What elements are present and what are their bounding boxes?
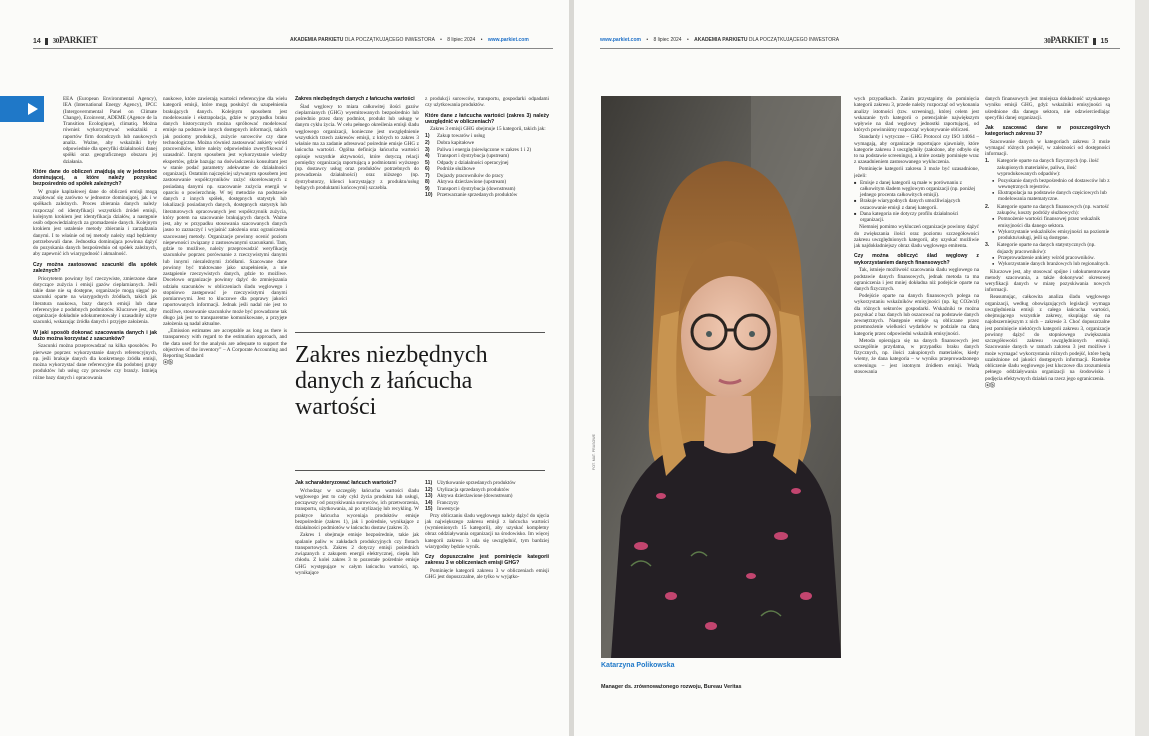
end-mark: ⓐⓑ (985, 382, 996, 389)
article-column-3 (295, 96, 419, 331)
paragraph: Ślad węglowy to miara całkowitej ilości gazów cieplarnianych (GHG) wyemitowanych bezpośrednio lub pośrednio przez dany podmiot, produkt lub usługę w danym cyklu życia. W celu pełnego określenia emisji śladu węglowego organizacji, konieczne jest uwzględnienie wszystkich trzech zakresów emisji, z których to zakres 3 właśnie ma za zadanie adresować pośrednie emisje GHG z łańcucha wartości. Ogólna definicja łańcucha wartości opisuje wszystkie aktywności, które dotyczą relacji pomiędzy organizacją raportującą a podmiotami wyższego (np. dostawcy usług oraz produktów potrzebnych do prowadzenia działalności) oraz niższego (np. dystrybutorzy, klienci korzystający z produktu/usług będących produktami końcowymi) szczebla. (295, 103, 419, 191)
list-text: Odpady z działalności operacyjnej (437, 159, 509, 166)
list-item (985, 158, 1110, 177)
scope3-category-list-continued (425, 480, 549, 512)
list-number: 6) (425, 166, 430, 173)
list-item (425, 160, 549, 166)
right-header (1044, 33, 1108, 47)
bullet-item: ■ Dana kategoria nie dotyczy profilu działalności organizacji. (854, 211, 979, 224)
list-item (425, 493, 549, 499)
subheading: Jak szacować dane w poszczególnych kategoriach zakresu 3? (985, 125, 1110, 138)
bullet-item: ● Pomnożenie wartości finansowej przez wskaźnik emisyjności dla danego sektora. (992, 216, 1110, 229)
paragraph: Pominięcie kategorii zakresu 3 w obliczeniach emisji GHG jest dopuszczalne, ale tylko w wyjątko- (425, 568, 549, 581)
list-number: 14) (425, 499, 433, 506)
list-number: 1. (985, 158, 990, 165)
list-number: 2) (425, 140, 430, 146)
list-text: Kategorie oparte na danych statystycznych (np. dojazdy pracowników): (997, 242, 1096, 255)
method-sub-list (985, 255, 1110, 268)
list-number: 13) (425, 493, 433, 500)
bullet-item: ● Wykorzystanie danych branżowych lub regionalnych. (992, 261, 1110, 267)
list-number: 1) (425, 133, 430, 140)
list-number: 11) (425, 480, 433, 486)
subheading: Które dane z łańcucha wartości (zakres 3) należy uwzględnić w obliczeniach? (425, 112, 549, 125)
method-sub-list (985, 216, 1110, 241)
paragraph: Zakres 3 emisji GHG obejmuje 15 kategorii, takich jak: (430, 126, 546, 133)
list-item (425, 166, 549, 172)
list-number: 9) (425, 185, 430, 192)
list-text: Przetwarzanie sprzedanych produktów (437, 192, 518, 199)
subheading: Zakres niezbędnych danych z łańcucha wartości (295, 96, 415, 102)
site-url[interactable]: www.parkiet.com (487, 37, 529, 43)
list-text: Franczyzy (437, 499, 459, 506)
bullet-item: ● Przeprowadzenie ankiety wśród pracowników. (992, 255, 1110, 261)
list-item (425, 179, 549, 185)
list-item (425, 140, 549, 146)
parkiet-logo: 30PARKIET (52, 35, 98, 45)
section-title: AKADEMIA PARKIETU (694, 37, 748, 43)
paragraph: Niemniej pomimo wykluczeń organizacje powinny dążyć do zwiększania ilości oraz poziomu szczegółowości zakresu uwzględnionych kategorii, aby uzyskać możliwie jak najdokładniejszy obraz śladu węglowego emitenta. (854, 224, 979, 250)
method-list (985, 158, 1110, 177)
article-column-2 (163, 96, 287, 696)
list-item (425, 506, 549, 512)
list-text: Utylizacja sprzedanych produktów (437, 486, 510, 493)
list-number: 12) (425, 486, 433, 493)
list-item (425, 192, 549, 198)
paragraph: danych finansowych jest mniejsza dokładność uzyskanego wyniku emisji GHG, gdyż wskaźniki emisyjności są uśrednione dla danego sektora, nie odzwierciedlając specyfiki danej organizacji. (985, 96, 1110, 121)
right-page (574, 0, 1135, 736)
header-rule (33, 48, 553, 49)
list-text: Transport i dystrybucja (upstream) (437, 153, 509, 160)
list-text: Podróże służbowe (437, 166, 475, 173)
list-text: Dojazdy pracowników do pracy (437, 172, 504, 179)
parkiet-logo: 30PARKIET (1044, 35, 1089, 45)
next-page-edge (1135, 0, 1149, 736)
paragraph: Reasumując, całkowita analiza śladu węglowego organizacji, według obowiązujących legislacji wymaga uwzględnienia emisji z całego łańcucha wartości, obejmującego wszystkie zakresy, skupiając się na najobszerniejszym z nich – zakresie 3. Choć dopuszczalne jest pominięcie niektórych kategorii zakresu 3, organizacje powinny dążyć do stopniowego zwiększania szczegółowości zakresu uwzględnionych emisji. Szacowanie danych w ramach zakresu 3 jest możliwe i może wymagać wykorzystania różnych podejść, które będą uzależnione od jakości dostępnych informacji. Rzetelne obliczenie śladu węglowego jest kluczowe dla zrozumienia pełnego oddziaływania organizacji na środowisko i podjęcia efektywnych działań na rzecz jego ograniczenia. (985, 294, 1110, 382)
end-mark: ⓐⓑ (163, 360, 174, 367)
section-title: AKADEMIA PARKIETU (290, 37, 344, 43)
article-column-4 (425, 96, 549, 331)
paragraph: Szacowanie danych w kategoriach zakresu 3 może wymagać różnych podejść, w zależności od dostępności informacji. (985, 138, 1110, 158)
page-number: 14 (33, 38, 41, 45)
paragraph: Zakres 1 obejmuje emisje bezpośrednie, takie jak spalanie paliw w zakładach produkcyjnych czy flotach transportowych. Zakres 2 dotyczy emisji pośrednich związanych z zakupem energii elektrycznej, ciepła lub chłodu. Z kolei zakres 3 to pozostałe pośrednie emisje GHG występujące w całym łańcuchu wartości, np. wynikające (295, 532, 419, 576)
list-text: Aktywa dzierżawione (upstream) (437, 179, 507, 186)
subheading: Jak scharakteryzować łańcuch wartości? (295, 480, 397, 486)
list-item (425, 153, 549, 159)
paragraph: Priorytetem powinny być rzeczywiste, zmierzone dane dotyczące zużycia i emisji gazów cieplarnianych. Jeśli takie dane nie są dostępne, organizacje mogą sięgać po szacunki oparte na wiarygodnych źródłach, takich jak literatura naukowa, bazy danych emisji lub dane referencyjne z podobnych podmiotów. Kluczowe jest, aby organizacje dokładnie udokumentowały i uzasadniły użyte szacunki, wskazując źródła danych i przyjęte założenia. (33, 275, 157, 326)
list-number: 2. (985, 203, 990, 210)
list-item (985, 204, 1110, 217)
paragraph: wych przypadkach. Zanim przystąpimy do pominięcia kategorii zakresu 3, przede należy rozpocząć od wykonania analizy istotności (tzw. screening), której celem jest wskazanie tych kategorii o potencjalnie największym wpływie na ślad węglowy jednostki raportującej, od których powinniśmy rozpocząć wykonywanie obliczeń. (854, 96, 979, 134)
header-rule (600, 48, 1120, 49)
issue-date: 8 lipiec 2024 (653, 37, 682, 43)
site-url[interactable]: www.parkiet.com (600, 37, 641, 43)
article-column-1 (33, 96, 157, 696)
paragraph: Podejście oparte na danych finansowych polega na wykorzystaniu wskaźników emisyjności (np. kg CO2e/zł) dla różnych sektorów gospodarki. Wskaźniki te można pozyskać z baz danych lub oszacować na podstawie danych zewnętrznych. Następnie emisje są obliczane przez przemnożenie wielkości wydatków w podziale na daną kategorię przez odpowiedni wskaźnik emisyjności. (854, 293, 979, 337)
paragraph: W grupie kapitałowej dane do obliczeń emisji mogą znajdować się zarówno w jednostce dominującej, jak i w spółkach zależnych. Proces zbierania danych należy rozpocząć od identyfikacji wszystkich źródeł emisji, kolejnym krokiem jest identyfikacja działów, a następnie osób odpowiedzialnych za gromadzenie danych. Kolejnym krokiem jest ustalenie metody zbierania i zarządzania danymi. I to właśnie od tej metody należy stąd będziemy potrzebowali dane. Jednostka dominująca powinna dążyć do pozyskania danych bezpośrednio od spółek zależnych, aby zapewnić ich wiarygodność i aktualność. (33, 188, 157, 258)
list-text: Kategorie oparte na danych fizycznych (np. ilość zakupionych materiałów, paliwa, ilość wyprodukowanych odpadów): (997, 158, 1099, 177)
paragraph: Szacunki można przeprowadzać na kilka sposobów. Po pierwsze poprzez wykorzystanie danych referencyjnych, np. jeśli brakuje danych dla konkretnego źródła emisji, można wykorzystać dane referencyjne dla podobnej grupy produktów lub usług czy procesów czy branży. Istnieją różne bazy danych i opracowania (33, 343, 157, 381)
subheading: Czy dopuszczalne jest pominięcie kategorii zakresu 3 w obliczeniach emisji GHG? (425, 554, 549, 567)
article-column-8 (985, 96, 1110, 696)
list-number: 7) (425, 172, 430, 179)
list-item (425, 480, 549, 486)
paragraph: naukowe, które zawierają wartości referencyjne dla wielu kategorii emisji, które mogą posłużyć do uzupełnienia brakujących danych. Kolejnym sposobem jest modelowanie i ekstrapolacja, gdzie w przypadku braku danych historycznych można spróbować modelować emisje na podstawie innych dostępnych informacji, takich jak poziomy produkcji, zużycie surowców czy dane technologiczne. Można również zastosować ankiety wśród pracowników, które należy odpowiednio zweryfikować i uzasadnić. Innym sposobem jest wykorzystanie wiedzy ekspertów, gdzie bazując na doświadczeniu konsultant jest w stanie podać parametry adekwatne do działalności organizacji. Ostatnim najczęściej używanym sposobem jest zastosowanie współczynników zużyć skorelowanych z posiadaną danymi np. szacowanie zużycia energii w oparciu o powierzchnię. W tej metodzie na podstawie danych z innych spółek, dostępnych statystyk lub lokalizacji posiadanych danych, dostępnych statystyk lub literaturowych opracowanych jest współczynnik zużycia, który potem na szacowanie brakujących danych. Ważne jest, aby w przypadku stosowania szacowanych danych jasno to zaznaczyć i wyjaśnić założenia oraz ograniczenia szacowanej metody. Organizacje powinny ocenić poziom niepewności związany z zastosowanymi szacunkami. Tam, gdzie to możliwe, należy przeprowadzić weryfikację szacunków poprzez porównanie z rzeczywistymi danymi lub innymi niezależnymi źródłami. Szacowane dane powinny być traktowane jako uzupełnienie, a nie zastąpienie rzeczywistych danych, gdzie to możliwe. Docelowo organizacje powinny dążyć do zmniejszania udziału szacunków w obliczeniach śladu węglowego i stopniowo zastępować je rzeczywistymi danymi pomiarowymi. Jest to kluczowe dla poprawy jakości raportowanych informacji. Jednak jeśli nadal nie jest to możliwe, stosowanie szacunków może być prowadzone tak długo jak jest to transparentne komunikowane, a przyjęte założenia są nadal aktualne. (163, 96, 287, 327)
list-text: Dobra kapitałowe (437, 140, 475, 146)
left-page (0, 0, 569, 736)
paragraph: Standardy i wytyczne – GHG Protocol czy ISO 14064 – wymagają, aby organizacje raportujące ujawniały, które kategorie zakresu 3 uwzględniły (założone, aby odbyło się to na podstawie screeningu), a które zostały pominięte wraz z uzasadnieniem zastosowanego wykluczenia. (854, 134, 979, 166)
left-header (33, 33, 97, 47)
list-item (425, 133, 549, 139)
left-header-section: AKADEMIA PARKIETU DLA POCZĄTKUJĄCEGO INWESTORA • 8 lipiec 2024 • www.parkiet.com (290, 37, 529, 43)
paragraph: Wchodząc w szczegóły łańcucha wartości śladu węglowego jest to cały cykl życia produktu lub usługi, począwszy od pozyskiwania surowców, ich przetworzenia, transportu, użytkowania, aż po utylizację lub recykling. W praktyce łańcucha wyceniaja produktów emisje bezpośrednie (zakres 1), jak i pośrednie, wynikające z działalności podmiotów w łańcuchu dostaw (zakres 3). (295, 487, 419, 532)
subheading: Które dane do obliczeń znajdują się w jednostce dominującej, a które należy pozyskać bezpośrednio od spółek zależnych? (33, 168, 157, 188)
section-subtitle: DLA POCZĄTKUJĄCEGO INWESTORA (748, 37, 840, 43)
list-number: 5) (425, 159, 430, 166)
paragraph: z produkcji surowców, transportu, gospodarki odpadami czy użytkowania produktów. (425, 96, 549, 109)
list-number: 3. (985, 242, 990, 249)
right-header-section: www.parkiet.com • 8 lipiec 2024 • AKADEMIA PARKIETU DLA POCZĄTKUJĄCEGO INWESTORA (600, 37, 840, 43)
list-text: Użytkowanie sprzedanych produktów (437, 480, 516, 486)
paragraph: Przy obliczaniu śladu węglowego należy dążyć do ujęcia jak największego zakresu emisji z łańcucha wartości (wymienionych 15 kategorii), aby uzyskać kompletny obraz oddziaływania organizacji na środowisko. Im więcej kategorii zakresu 3 uda się uwzględnić, tym bardziej wiarygodny będzie wynik. (425, 512, 549, 550)
bullet-item: ■ Emisje z danej kategorii są małe w porównaniu z całkowitym śladem węglowym organizacji (np. poniżej jednego procenta całkowitych emisji). (854, 180, 979, 199)
article-column-6 (425, 480, 549, 696)
method-sub-list (985, 178, 1110, 203)
caption-role: Manager ds. zrównoważonego rozwoju, Bureau Veritas (601, 684, 742, 690)
title-rule-bottom (295, 470, 545, 471)
bullet-item: ● Wykorzystanie wskaźników emisyjności na poziomie produktu/usługi, jeśli są dostępne. (992, 229, 1110, 242)
portrait-photo (601, 96, 841, 658)
list-number: 8) (425, 179, 430, 186)
subheading: Czy można zastosować szacunki dla spółek zależnych? (33, 261, 157, 274)
method-list (985, 242, 1110, 255)
portrait-illustration (601, 96, 841, 658)
title-rule-top (295, 332, 545, 333)
list-number: 4) (425, 153, 430, 160)
article-title: Zakres niezbędnych danych z łańcucha wartości (295, 342, 488, 420)
bullet-item: ● Pozyskanie danych bezpośrednio od dostawców lub z wewnętrznych rejestrów. (992, 178, 1110, 191)
paragraph: Tak, istnieje możliwość szacowania śladu węglowego na podstawie danych finansowych, jednak metoda ta ma ograniczenia i jest mniej dokładna niż podejście oparte na danych fizycznych. (854, 267, 979, 293)
paragraph: Metoda opierająca się na danych finansowych jest szczególnie przydatna, w przypadku braku danych fizycznych, np. ilości zakupionych materiałów, kiedy wiemy, że dana kategoria – w wyniku przeprowadzonego screeningu – jest istotnym źródłem emisji. Wadą stosowania (854, 337, 979, 375)
caption-name: Katarzyna Polikowska (601, 662, 675, 669)
list-text: Aktywa dzierżawione (downstream) (437, 493, 513, 500)
subheading: Czy można obliczyć ślad węglowy z wykorzystaniem danych finansowych? (854, 253, 979, 266)
list-item (425, 186, 549, 192)
photo-credit: FOT. MAT. PRASOWE (592, 433, 596, 470)
exclusion-bullet-list (854, 180, 979, 224)
method-list (985, 204, 1110, 217)
list-item (425, 500, 549, 506)
article-column-5 (295, 480, 419, 696)
list-number: 10) (425, 192, 433, 199)
paragraph: Kluczowe jest, aby stosować spójne i udokumentowane metody szacowania, a także dokonywać okresowej weryfikacji danych w miarę pozyskiwania nowych informacji. (985, 268, 1110, 294)
bullet-item: ● Ekstrapolacja na podstawie danych częściowych lub modelowania matematyczne. (992, 190, 1110, 203)
list-text: Paliwa i energia (niewłączone w zakres 1 i 2) (437, 146, 532, 153)
list-item (425, 147, 549, 153)
list-item (985, 242, 1110, 255)
list-number: 3) (425, 146, 430, 153)
scope3-category-list (425, 133, 549, 198)
list-number: 15) (425, 506, 433, 513)
list-text: Kategorie oparte na danych finansowych (np. wartość zakupów, koszty podróży służbowych): (997, 203, 1109, 216)
paragraph: Pominięcie kategorii zakresu 3 może być uzasadnione, jeżeli: (854, 166, 979, 179)
list-text: Zakup towarów i usług (437, 133, 485, 140)
page-number: 15 (1100, 38, 1109, 45)
article-column-7 (854, 96, 979, 696)
quote-paragraph: „Emission estimates are acceptable as long as there is transparency with regard to the estimation approach, and the data used for the analysis are adequate to support the objectives of the inventory” – A Corporate Accounting and Reporting Standard (163, 328, 287, 360)
section-subtitle: DLA POCZĄTKUJĄCEGO INWESTORA (344, 37, 435, 43)
paragraph: EEA (European Environmental Agency), IEA (International Energy Agency), IPCC (Intergovernmental Panel on Climate Change), Ecoinvent, ADEME (Agence de la Transition Ecologique), climatiq. Można również wykorzystywać wskaźniki z raportów firm doradczych lub naukowych analiz. Ważne, aby wskaźniki były odpowiednie dla specyfiki działalności danej spółki oraz geograficznego obszaru jej działania. (63, 96, 157, 165)
subheading: W jaki sposób dokonać szacowania danych i jak dużo można korzystać z szacunków? (33, 329, 157, 342)
list-text: Inwestycje (437, 506, 460, 513)
issue-date: 8 lipiec 2024 (447, 37, 476, 43)
list-text: Transport i dystrybucja (downstream) (437, 185, 516, 192)
list-item (425, 487, 549, 493)
bullet-item: ■ Brakuje wiarygodnych danych umożliwiających oszacowanie emisji z danej kategorii. (854, 198, 979, 211)
